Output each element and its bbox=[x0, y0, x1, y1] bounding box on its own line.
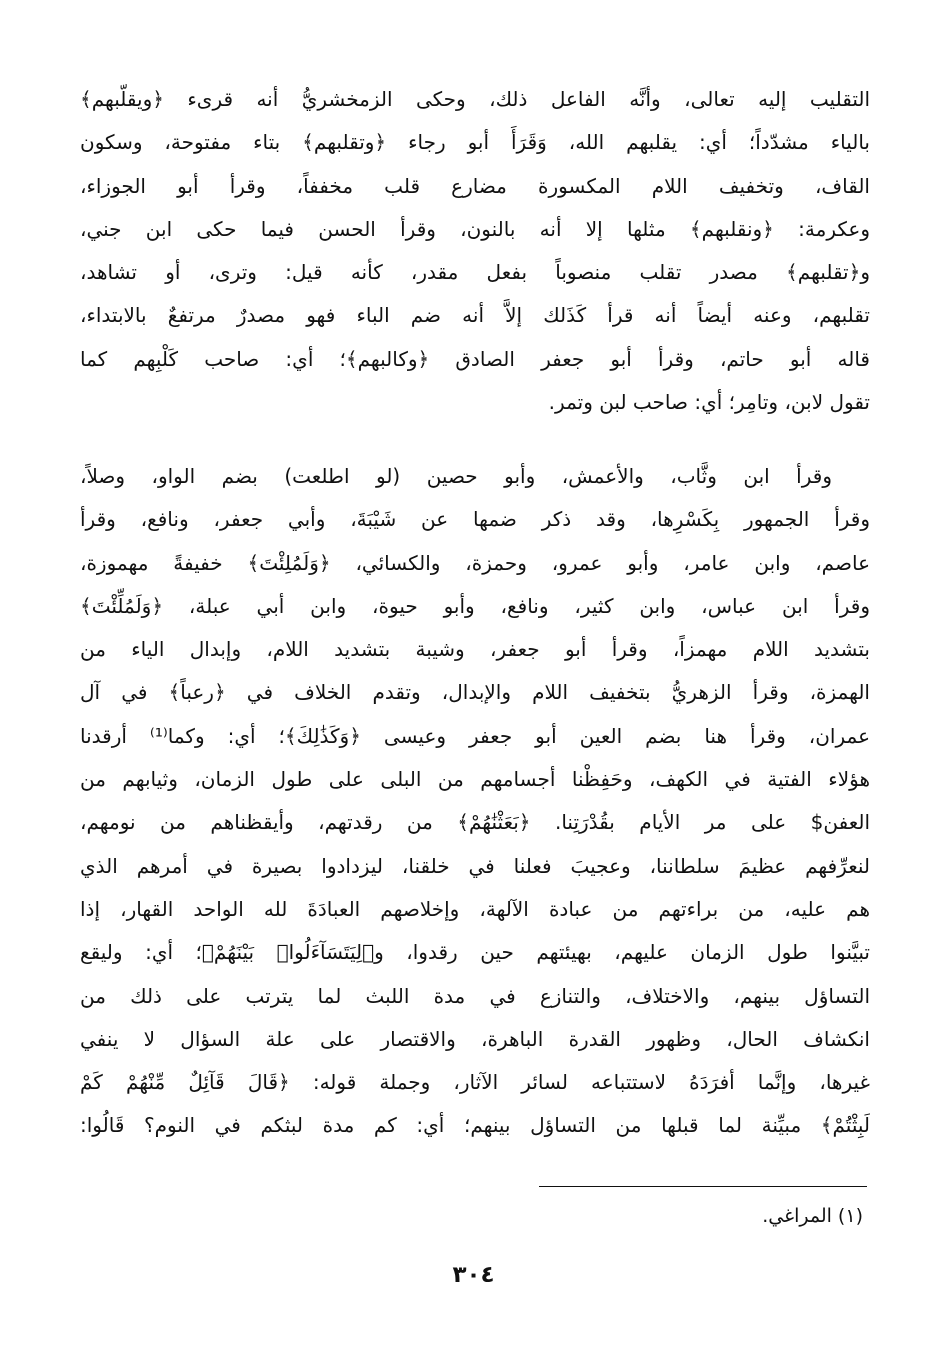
text-line: الهمزة، وقرأ الزهريُّ بتخفيف اللام والإبدال، وتقدم الخلاف في ﴿رعباً﴾ في آل bbox=[80, 680, 870, 705]
page-number: ٣٠٤ bbox=[452, 1262, 495, 1288]
text-line: عاصم، وابن عامر، وأبو عمرو، وحمزة، والكسائي، ﴿وَلَمُلِئْتَ﴾ خفيفةً مهموزة، bbox=[80, 550, 870, 575]
text-line: تقلبهم، وعنه أيضاً أنه قرأ كَذَلك إلاَّ أنه ضم الباء فهو مصدرٌ مرتفعٌ بالابتداء، bbox=[80, 303, 870, 328]
paragraph-1 bbox=[80, 78, 870, 424]
text-line: قاله أبو حاتم، وقرأ أبو جعفر الصادق ﴿وكالبهم﴾؛ أي: صاحب كَلْبِهم كما bbox=[80, 346, 870, 371]
text-line: لَبِثْتُمْ﴾ مبيِّنة لما قبلها من التساؤل بينهم؛ أي: كم مدة لبثكم في النوم؟ قَالُوا: bbox=[80, 1113, 870, 1138]
text-line: القاف، وتخفيف اللام المكسورة مضارع قلب مخففاً، وقرأ أبو الجوزاء، bbox=[80, 173, 870, 198]
text-line: بتشديد اللام مهمزاً، وقرأ أبو جعفر، وشيبة بتشديد اللام، وإبدال الياء من bbox=[80, 637, 870, 662]
text-line: هؤلاء الفتية في الكهف، وحَفِظْنا أجسامهم من البلى على طول الزمان، وثيابهم من bbox=[80, 767, 870, 792]
text-line: وعكرمة: ﴿ونقلبهم﴾ مثلها إلا أنه بالنون، وقرأ الحسن فيما حكى ابن جني، bbox=[80, 216, 870, 241]
text-line: غيرها، وإنَّما أفرَدَهُ لاستتباعه لسائر الآثار، وجملة قوله: ﴿قَالَ قَآئِلٌ مِّنْهُمْ كَمْ bbox=[80, 1070, 870, 1095]
text-line: لنعرِّفهم عظيمَ سلطاننا، وعجيبَ فعلنا في خلقنا، ليزدادوا بصيرة في أمرهم الذي bbox=[80, 853, 870, 878]
text-line: التساؤل بينهم، والاختلاف، والتنازع في مدة اللبث لما يترتب على ذلك من bbox=[80, 983, 870, 1008]
text-line: عمران، وقرأ هنا بضم العين أبو جعفر وعيسى ﴿وَكَذَٰلِكَ﴾؛ أي: وكما⁽¹⁾ أرقدنا bbox=[80, 723, 870, 748]
text-line: وقرأ ابن وثَّاب، والأعمش، وأبو حصين (لو اطلعت) بضم الواو، وصلاً، bbox=[80, 464, 832, 488]
paragraph-2 bbox=[80, 455, 870, 1148]
text-line: انكشاف الحال، وظهور القدرة الباهرة، والاقتصار على علة السؤال لا ينفي bbox=[80, 1026, 870, 1051]
text-line: تبيَّنوا طول الزمان عليهم، بهيئتهم حين رقدوا، و﴿لِيَتَسَآءَلُوا۟ بَيْنَهُمْ﴾؛ أي: وليقع bbox=[80, 940, 870, 965]
text-line: بالياء مشدّداً؛ أي: يقلبهم الله، وَقَرَأَ أبو رجاء ﴿وتقلبهم﴾ بتاء مفتوحة، وسكون bbox=[80, 130, 870, 155]
text-line: و﴿تقلبهم﴾ مصدر تقلب منصوباً بفعل مقدر، كأنه قيل: وترى، أو تشاهد، bbox=[80, 260, 870, 285]
footnote: (١) المراغي. bbox=[762, 1205, 863, 1227]
text-line: هم عليه، من براءتهم من عبادة الآلهة، وإخلاصهم العبادَةَ لله الواحد القهار، إذا bbox=[80, 896, 870, 921]
text-line: التقليب إليه تعالى، وأنَّه الفاعل ذلك، وحكى الزمخشريُّ أنه قرىء ﴿ويقلّبهم﴾ bbox=[80, 87, 870, 111]
text-line: تقول لابن، وتامِر؛ أي: صاحب لبن وتمر. bbox=[548, 390, 870, 415]
text-line: وقرأ الجمهور بِكَسْرِها، وقد ذكر ضمها عن شَيْبَةَ، وأبي جعفر، ونافع، وقرأ bbox=[80, 507, 870, 532]
text-line: وقرأ ابن عباس، وابن كثير، ونافع، وأبو حيوة، وابن أبي عبلة، ﴿وَلَمُلِّئْتَ﴾ bbox=[80, 593, 870, 618]
text-line: العفن$ على مر الأيام بقُدْرَتِنا. ﴿بَعَثْنَٰهُمْ﴾ من رقدتهم، وأيقظناهم من نومهم، bbox=[80, 810, 870, 835]
footnote-divider bbox=[539, 1186, 867, 1187]
